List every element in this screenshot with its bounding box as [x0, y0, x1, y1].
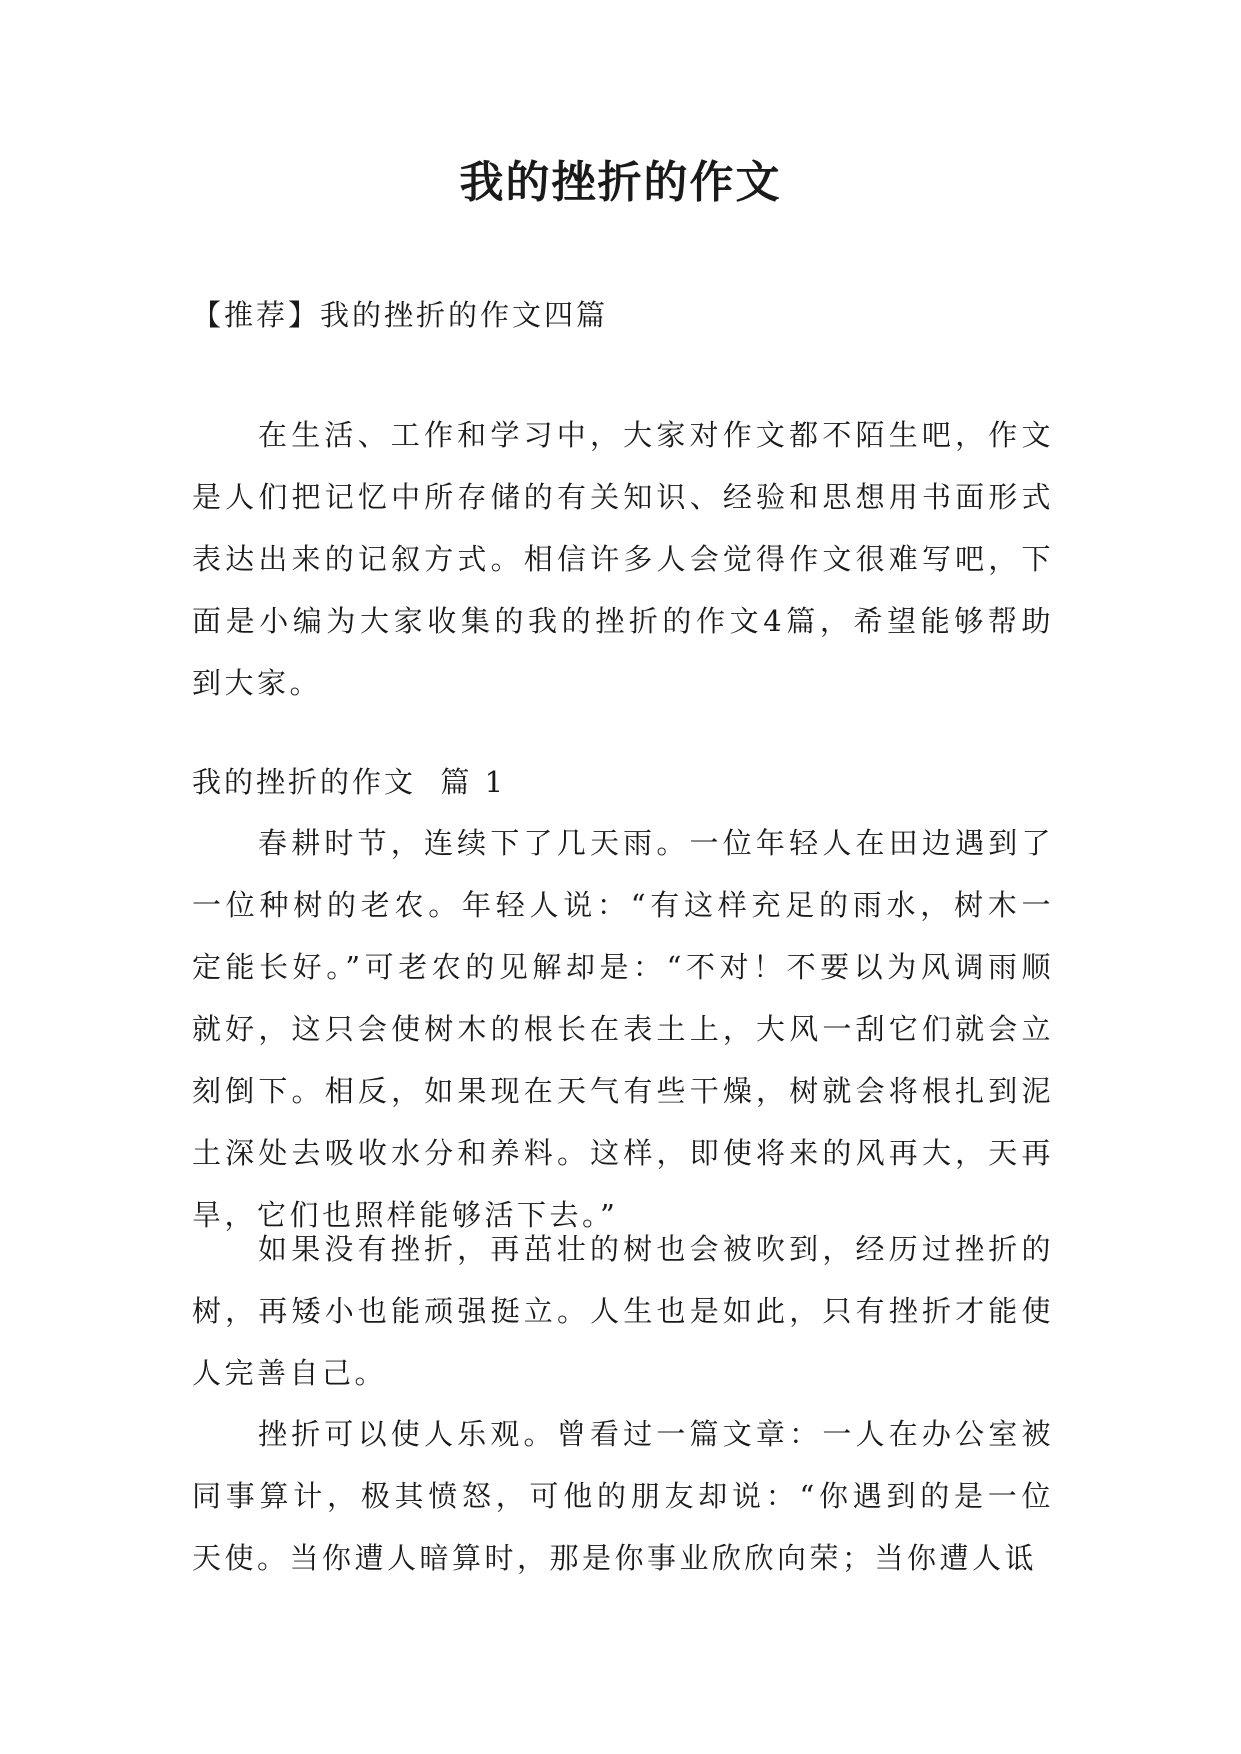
document-title: 我的挫折的作文 [459, 157, 782, 208]
body-paragraph: 如果没有挫折，再茁壮的树也会被吹到，经历过挫折的树，再矮小也能顽强挺立。人生也是如此，只有挫折才能使人完善自己。 [192, 1232, 1054, 1390]
document-subtitle: 【推荐】我的挫折的作文四篇 [192, 298, 609, 332]
intro-paragraph: 在生活、工作和学习中，大家对作文都不陌生吧，作文是人们把记忆中所存储的有关知识、经验和思想用书面形式表达出来的记叙方式。相信许多人会觉得作文很难写吧，下面是小编为大家收集的我的挫折的作文4篇，希望能够帮助到大家。 [192, 418, 1054, 700]
body-paragraph: 春耕时节，连续下了几天雨。一位年轻人在田边遇到了一位种树的老农。年轻人说：“有这样充足的雨水，树木一定能长好。”可老农的见解却是：“不对！不要以为风调雨顺就好，这只会使树木的根长在表土上，大风一刮它们就会立刻倒下。相反，如果现在天气有些干燥，树就会将根扎到泥土深处去吸收水分和养料。这样，即使将来的风再大，天再旱，它们也照样能够活下去。” [192, 826, 1054, 1232]
section-heading: 我的挫折的作文 篇 1 [192, 765, 507, 799]
body-paragraph: 挫折可以使人乐观。曾看过一篇文章：一人在办公室被同事算计，极其愤怒，可他的朋友却说：“你遇到的是一位天使。当你遭人暗算时，那是你事业欣欣向荣；当你遭人诋 [192, 1417, 1054, 1575]
